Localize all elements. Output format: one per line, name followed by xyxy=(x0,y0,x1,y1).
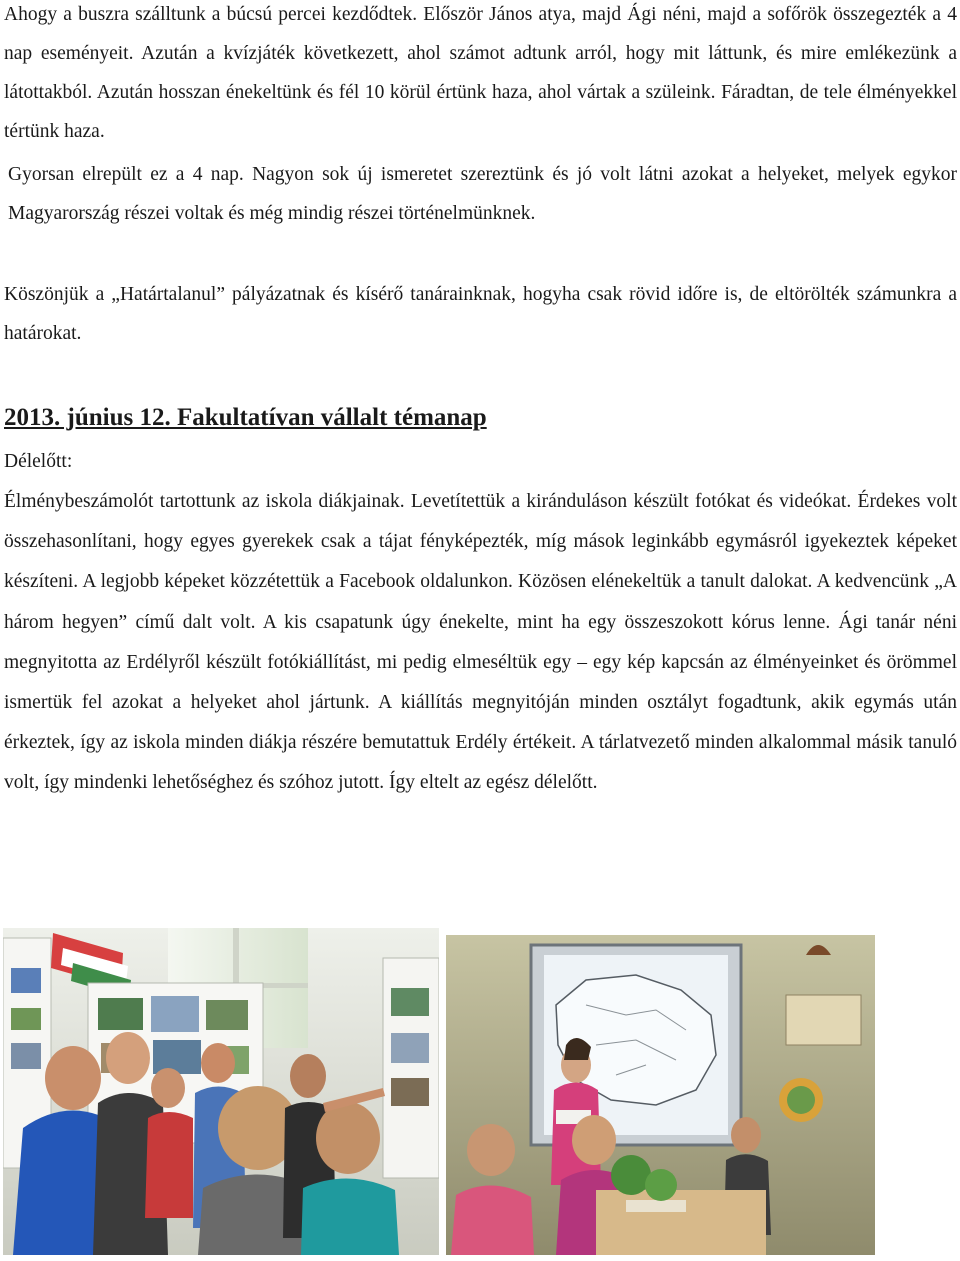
section-subheading: Délelőtt: xyxy=(4,451,73,472)
photo-exhibition-icon xyxy=(3,928,439,1255)
paragraph-farewell: Ahogy a buszra szálltunk a búcsú percei kezdődtek. Először János atya, majd Ági néni, majd a sofőrök összegezték a 4 nap eseményeit. Azután a kvízjáték következett, ahol számot adtunk arról, hogy mit láttunk, és mire emlékezünk a látottakból. Azután hosszan énekeltünk és fél 10 körül értünk haza, ahol vártak a szüleink. Fáradtan, de tele élményekkel tértünk haza. xyxy=(4,4,957,142)
paragraph-thanks: Köszönjük a „Határtalanul” pályázatnak és kísérő tanárainknak, hogyha csak rövid időre is, de eltörölték számunkra a határokat. xyxy=(4,284,957,344)
paragraph-summary: Gyorsan elrepült ez a 4 nap. Nagyon sok új ismeretet szereztünk és jó volt látni azokat a helyeket, melyek egykor Magyarország részei voltak és még mindig részei történelmünknek. xyxy=(8,164,957,224)
paragraph-report: Élménybeszámolót tartottunk az iskola diákjainak. Levetítettük a kiránduláson készült fotókat és videókat. Érdekes volt összehasonlítani, hogy egyes gyerekek csak a tájat fényképezték, míg mások leginkább egymásról igyekeztek képeket készíteni. A legjobb képeket közzétettük a Facebook oldalunkon. Közösen elénekeltük a tanult dalokat. A kedvencünk „A három hegyen” című dalt volt. A kis csapatunk úgy énekelte, mint ha egy összeszokott kórus lenne. Ági tanár néni megnyitotta az Erdélyről készült fotókiállítást, mi pedig elmeséltük egy – egy kép kapcsán az élményeinket és örömmel ismertük fel azokat a helyeket ahol jártunk. A kiállítás megnyitóján minden osztályt fogadtunk, akik egymás után érkeztek, így az iskola minden diákja részére bemutattuk Erdély értékeit. A tárlatvezető minden alkalommal másik tanuló volt, így mindenki lehetőséghez és szóhoz jutott. Így eltelt az egész délelőtt. xyxy=(4,491,957,794)
section-heading: 2013. június 12. Fakultatívan vállalt témanap xyxy=(4,404,487,431)
photo-classroom-icon xyxy=(446,935,875,1255)
